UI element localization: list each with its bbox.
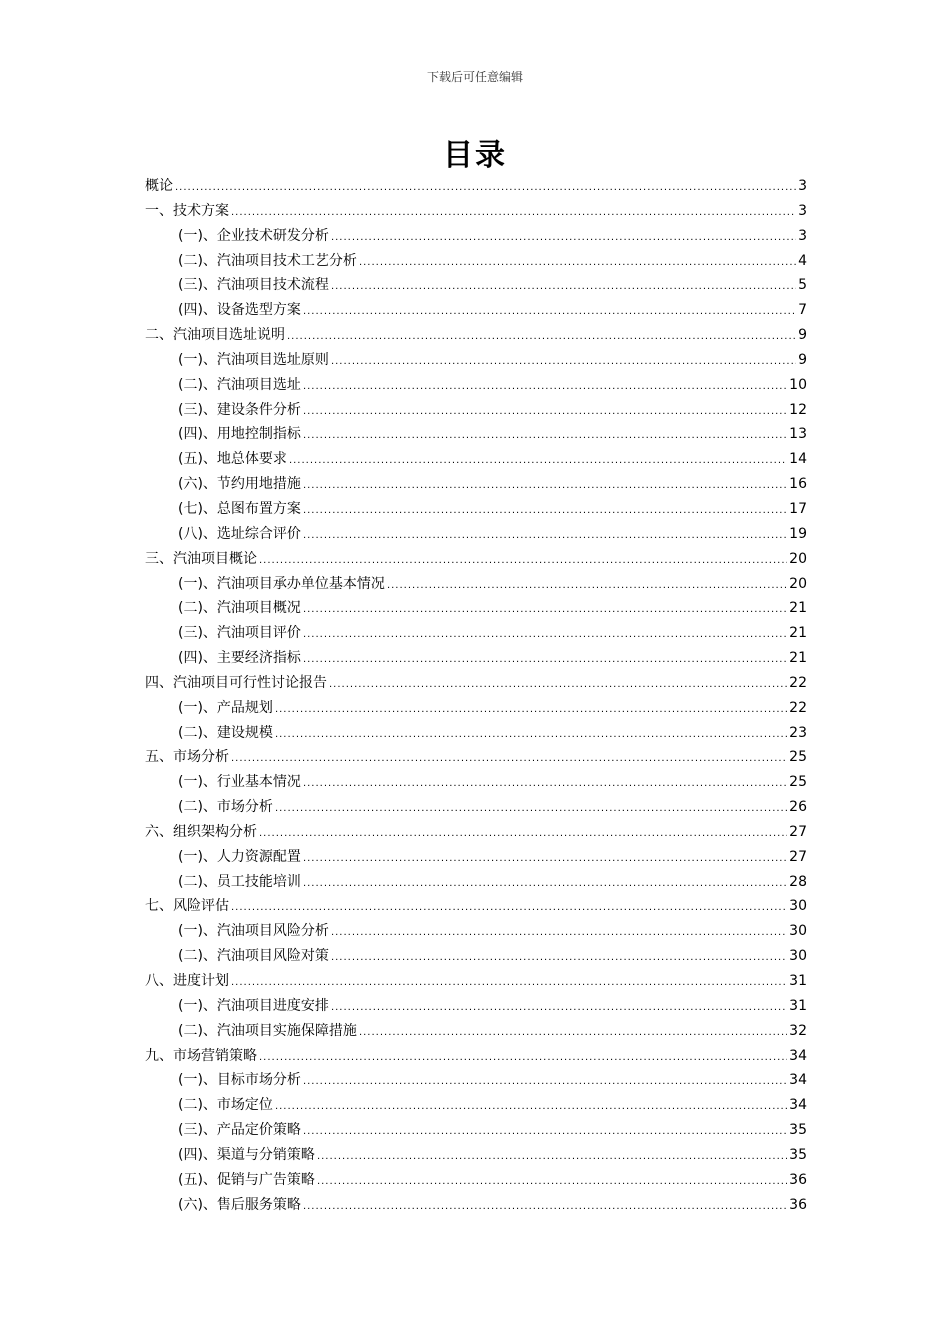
toc-entry-page: 21 xyxy=(789,625,807,642)
toc-entry-label: (一)、目标市场分析 xyxy=(178,1072,301,1089)
toc-entry-page: 5 xyxy=(798,277,807,294)
toc-entry[interactable] xyxy=(145,398,807,423)
toc-entry-page: 3 xyxy=(798,202,807,219)
toc-entry-page: 34 xyxy=(789,1072,807,1089)
toc-entry-label: (五)、地总体要求 xyxy=(178,451,287,468)
toc-leader-dots xyxy=(331,946,787,969)
toc-entry-page: 35 xyxy=(789,1122,807,1139)
toc-entry[interactable] xyxy=(145,596,807,621)
toc-entry-page: 7 xyxy=(798,302,807,319)
toc-entry[interactable] xyxy=(145,1118,807,1143)
toc-entry-page: 27 xyxy=(789,848,807,865)
table-of-contents xyxy=(145,174,807,1217)
toc-entry-label: (二)、汽油项目选址 xyxy=(178,376,301,393)
toc-entry[interactable] xyxy=(145,820,807,845)
toc-entry[interactable] xyxy=(145,721,807,746)
toc-entry[interactable] xyxy=(145,522,807,547)
toc-entry[interactable] xyxy=(145,795,807,820)
toc-leader-dots xyxy=(275,698,787,721)
toc-entry-label: (一)、人力资源配置 xyxy=(178,848,301,865)
toc-entry-page: 22 xyxy=(789,674,807,691)
toc-entry[interactable] xyxy=(145,969,807,994)
toc-entry-label: (四)、主要经济指标 xyxy=(178,650,301,667)
toc-leader-dots xyxy=(303,623,787,646)
toc-entry[interactable] xyxy=(145,199,807,224)
toc-entry-page: 31 xyxy=(789,973,807,989)
toc-entry-page: 30 xyxy=(789,898,807,915)
toc-entry-label: 二、汽油项目选址说明 xyxy=(145,327,285,344)
toc-entry-label: (二)、汽油项目实施保障措施 xyxy=(178,1022,357,1039)
toc-entry-page: 4 xyxy=(798,252,807,269)
toc-leader-dots xyxy=(317,1170,787,1193)
toc-entry-page: 36 xyxy=(789,1171,807,1188)
toc-entry-page: 13 xyxy=(789,426,807,443)
toc-entry[interactable] xyxy=(145,646,807,671)
toc-entry-label: (三)、汽油项目技术流程 xyxy=(178,277,329,294)
toc-entry[interactable] xyxy=(145,770,807,795)
toc-entry[interactable] xyxy=(145,845,807,870)
toc-entry-label: (一)、汽油项目风险分析 xyxy=(178,923,329,940)
toc-entry-label: (八)、选址综合评价 xyxy=(178,525,301,542)
toc-entry[interactable] xyxy=(145,944,807,969)
toc-entry-label: (一)、产品规划 xyxy=(178,699,273,716)
toc-entry[interactable] xyxy=(145,870,807,895)
toc-entry-label: (二)、员工技能培训 xyxy=(178,873,301,890)
toc-leader-dots xyxy=(303,1070,787,1093)
toc-leader-dots xyxy=(303,872,787,895)
toc-entry[interactable] xyxy=(145,1168,807,1193)
toc-entry-page: 34 xyxy=(789,1047,807,1064)
toc-leader-dots xyxy=(259,549,787,572)
toc-entry[interactable] xyxy=(145,497,807,522)
toc-entry-label: 五、市场分析 xyxy=(145,749,229,766)
toc-entry-label: 三、汽油项目概论 xyxy=(145,550,257,567)
toc-entry-label: (六)、售后服务策略 xyxy=(178,1196,301,1213)
toc-entry-label: 九、市场营销策略 xyxy=(145,1047,257,1064)
toc-entry[interactable] xyxy=(145,447,807,472)
toc-leader-dots xyxy=(331,921,787,944)
toc-entry[interactable] xyxy=(145,894,807,919)
toc-entry[interactable] xyxy=(145,273,807,298)
toc-leader-dots xyxy=(259,822,787,845)
toc-leader-dots xyxy=(287,325,796,348)
toc-entry-page: 36 xyxy=(789,1196,807,1213)
toc-entry-page: 20 xyxy=(789,575,807,592)
toc-leader-dots xyxy=(231,971,787,994)
toc-leader-dots xyxy=(331,226,796,249)
toc-entry[interactable] xyxy=(145,174,807,199)
toc-entry-label: 概论 xyxy=(145,178,173,194)
toc-entry-page: 9 xyxy=(798,327,807,344)
toc-entry-page: 23 xyxy=(789,724,807,741)
toc-entry[interactable] xyxy=(145,1143,807,1168)
toc-entry-label: (一)、行业基本情况 xyxy=(178,774,301,791)
toc-leader-dots xyxy=(331,275,796,298)
toc-entry[interactable] xyxy=(145,745,807,770)
toc-entry-page: 14 xyxy=(789,451,807,468)
toc-entry[interactable] xyxy=(145,621,807,646)
toc-leader-dots xyxy=(175,176,796,199)
toc-title: 目录 xyxy=(443,138,507,173)
toc-leader-dots xyxy=(275,723,787,746)
toc-entry-page: 32 xyxy=(789,1022,807,1039)
toc-entry-label: (三)、产品定价策略 xyxy=(178,1122,301,1139)
toc-entry[interactable] xyxy=(145,249,807,274)
toc-leader-dots xyxy=(359,251,796,274)
toc-leader-dots xyxy=(231,896,787,919)
toc-entry-page: 30 xyxy=(789,948,807,965)
toc-leader-dots xyxy=(275,797,787,820)
toc-entry-label: (三)、建设条件分析 xyxy=(178,401,301,418)
toc-leader-dots xyxy=(303,499,787,522)
toc-entry-page: 20 xyxy=(789,550,807,567)
toc-entry-page: 9 xyxy=(798,351,807,368)
toc-entry[interactable] xyxy=(145,1093,807,1118)
toc-entry[interactable] xyxy=(145,1044,807,1069)
toc-entry-page: 16 xyxy=(789,476,807,493)
toc-entry-label: (二)、市场分析 xyxy=(178,799,273,816)
toc-entry-label: (一)、汽油项目选址原则 xyxy=(178,351,329,368)
toc-leader-dots xyxy=(359,1021,787,1044)
toc-leader-dots xyxy=(303,1195,787,1218)
toc-entry[interactable] xyxy=(145,1193,807,1218)
toc-leader-dots xyxy=(329,673,787,696)
toc-leader-dots xyxy=(331,350,796,373)
toc-entry-label: (四)、设备选型方案 xyxy=(178,302,301,319)
toc-entry-label: (四)、渠道与分销策略 xyxy=(178,1146,315,1163)
toc-entry-page: 17 xyxy=(789,500,807,517)
toc-entry-label: (二)、建设规模 xyxy=(178,724,273,741)
toc-entry-page: 28 xyxy=(789,873,807,890)
toc-entry-label: (五)、促销与广告策略 xyxy=(178,1171,315,1188)
toc-entry-page: 3 xyxy=(798,178,807,194)
toc-entry-label: (三)、汽油项目评价 xyxy=(178,625,301,642)
toc-entry-page: 34 xyxy=(789,1097,807,1114)
toc-leader-dots xyxy=(303,772,787,795)
toc-entry[interactable] xyxy=(145,547,807,572)
toc-entry[interactable] xyxy=(145,919,807,944)
toc-entry[interactable] xyxy=(145,373,807,398)
toc-leader-dots xyxy=(387,574,787,597)
toc-leader-dots xyxy=(331,996,787,1019)
toc-entry-label: (一)、汽油项目承办单位基本情况 xyxy=(178,575,385,592)
toc-leader-dots xyxy=(289,449,787,472)
toc-entry-label: (七)、总图布置方案 xyxy=(178,500,301,517)
toc-entry-page: 10 xyxy=(789,376,807,393)
toc-leader-dots xyxy=(231,747,787,770)
toc-leader-dots xyxy=(275,1095,787,1118)
toc-entry-label: 六、组织架构分析 xyxy=(145,823,257,840)
toc-leader-dots xyxy=(259,1046,787,1069)
toc-entry-page: 27 xyxy=(789,823,807,840)
toc-entry-label: (四)、用地控制指标 xyxy=(178,426,301,443)
toc-entry-page: 21 xyxy=(789,600,807,617)
toc-entry-label: (二)、市场定位 xyxy=(178,1097,273,1114)
toc-entry-page: 25 xyxy=(789,749,807,766)
toc-entry[interactable] xyxy=(145,696,807,721)
toc-entry-page: 26 xyxy=(789,799,807,816)
toc-leader-dots xyxy=(303,424,787,447)
toc-entry-page: 12 xyxy=(789,401,807,418)
toc-entry-label: (六)、节约用地措施 xyxy=(178,476,301,493)
toc-entry[interactable] xyxy=(145,572,807,597)
toc-entry[interactable] xyxy=(145,1068,807,1093)
toc-entry[interactable] xyxy=(145,298,807,323)
toc-entry-page: 21 xyxy=(789,650,807,667)
toc-entry-page: 3 xyxy=(798,227,807,244)
toc-entry[interactable] xyxy=(145,671,807,696)
toc-entry-page: 35 xyxy=(789,1146,807,1163)
toc-entry-label: (一)、汽油项目进度安排 xyxy=(178,997,329,1014)
toc-entry-label: (二)、汽油项目概况 xyxy=(178,600,301,617)
toc-entry-label: 七、风险评估 xyxy=(145,898,229,915)
toc-leader-dots xyxy=(231,201,796,224)
toc-entry-label: (一)、企业技术研发分析 xyxy=(178,227,329,244)
toc-entry[interactable] xyxy=(145,1019,807,1044)
toc-leader-dots xyxy=(303,400,787,423)
toc-leader-dots xyxy=(317,1145,787,1168)
toc-entry-label: (二)、汽油项目风险对策 xyxy=(178,948,329,965)
toc-leader-dots xyxy=(303,474,787,497)
toc-leader-dots xyxy=(303,375,787,398)
toc-entry[interactable] xyxy=(145,348,807,373)
toc-entry-label: (二)、汽油项目技术工艺分析 xyxy=(178,252,357,269)
toc-entry[interactable] xyxy=(145,323,807,348)
toc-entry-page: 31 xyxy=(789,997,807,1014)
toc-leader-dots xyxy=(303,648,787,671)
toc-entry[interactable] xyxy=(145,472,807,497)
toc-entry-label: 四、汽油项目可行性讨论报告 xyxy=(145,674,327,691)
toc-entry-label: 八、进度计划 xyxy=(145,973,229,989)
toc-entry-page: 22 xyxy=(789,699,807,716)
toc-entry[interactable] xyxy=(145,994,807,1019)
toc-entry-page: 19 xyxy=(789,525,807,542)
toc-entry-page: 30 xyxy=(789,923,807,940)
header-note: 下载后可任意编辑 xyxy=(426,70,523,84)
toc-entry-label: 一、技术方案 xyxy=(145,202,229,219)
toc-entry[interactable] xyxy=(145,224,807,249)
toc-leader-dots xyxy=(303,300,796,323)
toc-entry[interactable] xyxy=(145,422,807,447)
toc-leader-dots xyxy=(303,847,787,870)
toc-leader-dots xyxy=(303,598,787,621)
toc-leader-dots xyxy=(303,1120,787,1143)
toc-leader-dots xyxy=(303,524,787,547)
toc-entry-page: 25 xyxy=(789,774,807,791)
